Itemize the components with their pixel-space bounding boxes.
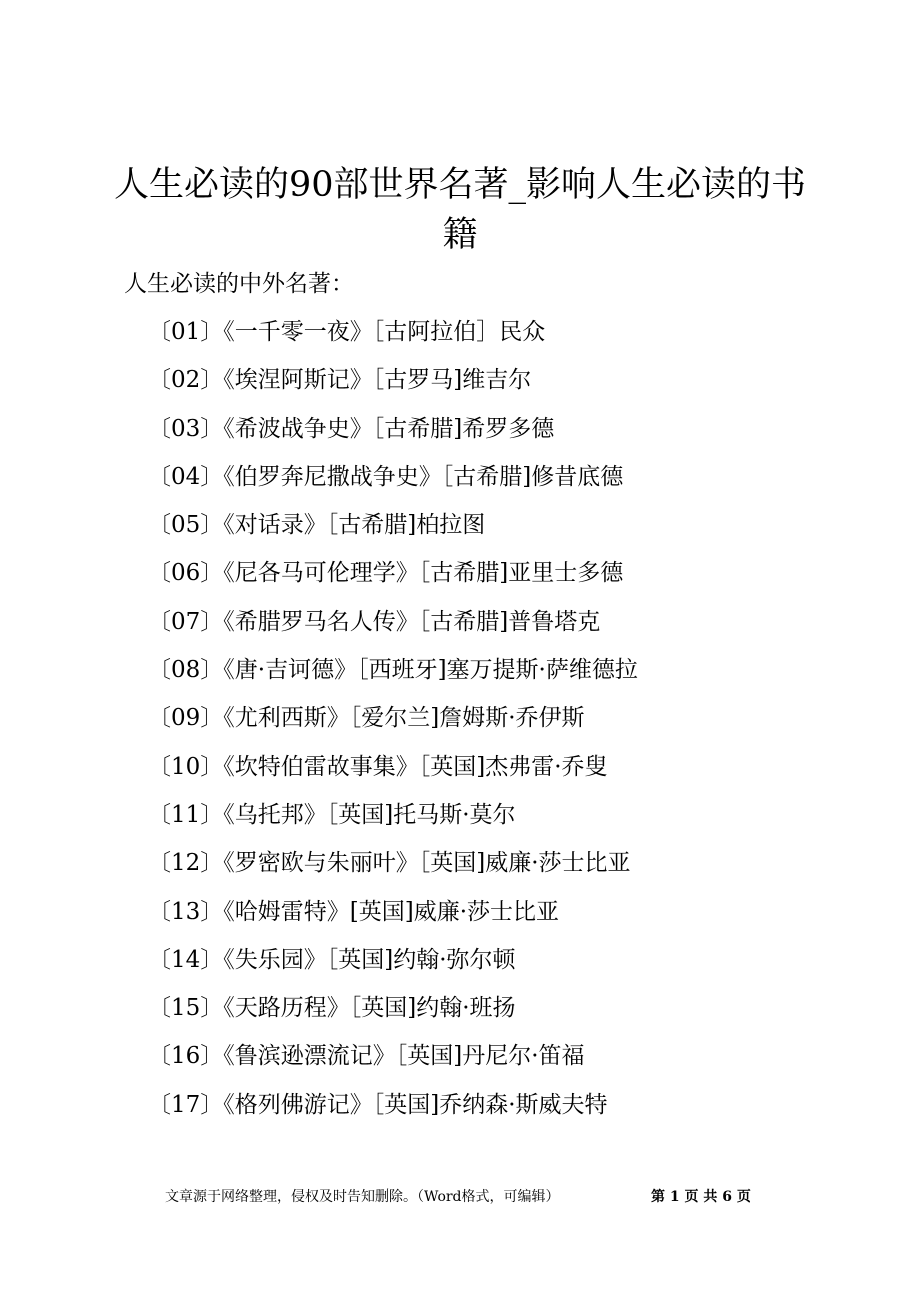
list-item: 〔10〕《坎特伯雷故事集》［英国]杰弗雷·乔叟 bbox=[148, 753, 608, 780]
document-title: 人生必读的90部世界名著_影响人生必读的书籍 bbox=[113, 165, 807, 255]
list-item: 〔16〕《鲁滨逊漂流记》［英国]丹尼尔·笛福 bbox=[148, 1043, 585, 1070]
list-item: 〔04〕《伯罗奔尼撒战争史》［古希腊]修昔底德 bbox=[148, 463, 624, 490]
list-item: 〔03〕《希波战争史》［古希腊]希罗多德 bbox=[148, 415, 555, 442]
list-item: 〔12〕《罗密欧与朱丽叶》［英国]威廉·莎士比亚 bbox=[148, 850, 631, 877]
list-item: 〔13〕《哈姆雷特》[英国]威廉·莎士比亚 bbox=[148, 898, 560, 925]
list-item: 〔09〕《尤利西斯》［爱尔兰]詹姆斯·乔伊斯 bbox=[148, 705, 585, 732]
intro-text: 人生必读的中外名著： bbox=[124, 271, 354, 297]
list-item: 〔06〕《尼各马可伦理学》［古希腊]亚里士多德 bbox=[148, 560, 624, 587]
list-item: 〔11〕《乌托邦》［英国]托马斯·莫尔 bbox=[148, 801, 516, 828]
list-item: 〔15〕《天路历程》［英国]约翰·班扬 bbox=[148, 995, 516, 1022]
list-item: 〔14〕《失乐园》［英国]约翰·弥尔顿 bbox=[148, 946, 516, 973]
list-item: 〔01〕《一千零一夜》［古阿拉伯］民众 bbox=[148, 319, 546, 345]
list-item: 〔05〕《对话录》［古希腊]柏拉图 bbox=[148, 512, 486, 539]
list-item: 〔08〕《唐·吉诃德》［西班牙]塞万提斯·萨维德拉 bbox=[148, 657, 638, 684]
list-item: 〔02〕《埃涅阿斯记》［古罗马]维吉尔 bbox=[148, 367, 532, 394]
footer-note: 文章源于网络整理，侵权及时告知删除。（Word格式，可编辑） bbox=[165, 1189, 560, 1205]
page-footer bbox=[165, 1186, 765, 1208]
page-number: 第 1 页 共 6 页 bbox=[651, 1189, 751, 1205]
list-item: 〔17〕《格列佛游记》［英国]乔纳森·斯威夫特 bbox=[148, 1091, 608, 1118]
list-item: 〔07〕《希腊罗马名人传》［古希腊]普鲁塔克 bbox=[148, 608, 601, 635]
book-list bbox=[148, 314, 638, 1135]
